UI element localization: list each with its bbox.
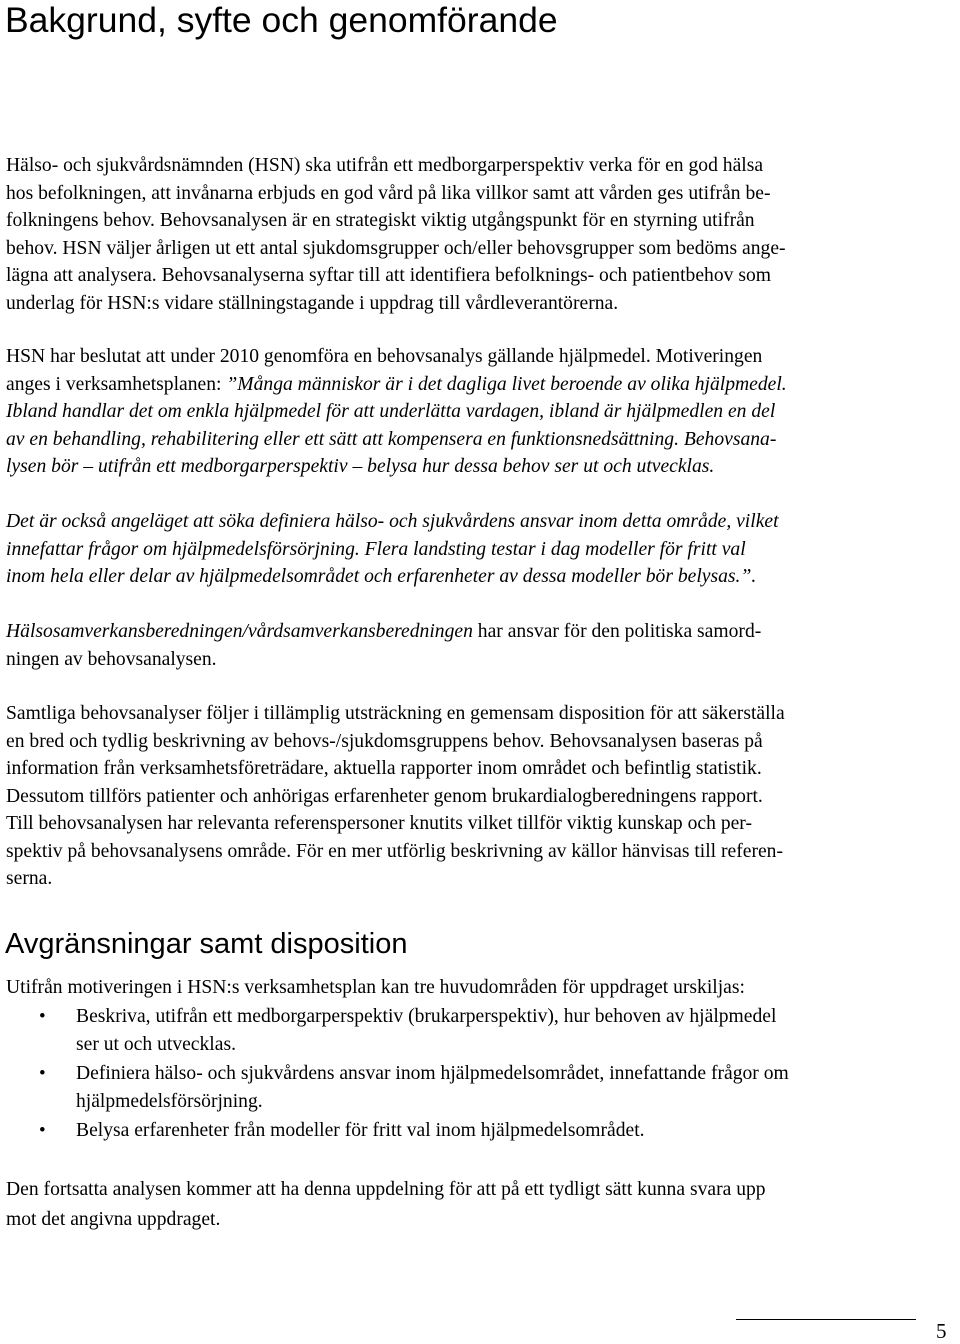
- section-title-limitations: Avgränsningar samt disposition: [5, 928, 408, 960]
- text-fragment: anges i verksamhetsplanen:: [6, 373, 227, 395]
- paragraph-decision-2010: [6, 343, 954, 481]
- list-item: [6, 1117, 954, 1145]
- paragraph-quote-continued: [6, 508, 954, 591]
- text-line: Dessutom tillförs patienter och anhörigas erfarenheter genom brukardialogberedningens rapport.: [6, 785, 763, 807]
- text-line: [6, 618, 954, 646]
- quote-line: inom hela eller delar av hjälpmedelsområdet och erfarenheter av dessa modeller bör belysas.”.: [6, 566, 757, 587]
- committee-name: Hälsosamverkansberedningen/vårdsamverkansberedningen: [6, 621, 473, 642]
- bullet-list: [6, 1003, 954, 1146]
- footer-divider: [736, 1319, 916, 1320]
- text-line: ningen av behovsanalysen.: [6, 648, 217, 670]
- text-line: Beskriva, utifrån ett medborgarperspektiv (brukarperspektiv), hur behoven av hjälpmedel: [76, 1006, 777, 1027]
- quote-line: innefattar frågor om hjälpmedelsförsörjning. Flera landsting testar i dag modeller för fritt val: [6, 538, 746, 560]
- text-line: underlag för HSN:s vidare ställningstagande i uppdrag till vårdleverantörerna.: [6, 292, 619, 314]
- text-fragment: har ansvar för den politiska samord-: [472, 621, 762, 642]
- text-line: Belysa erfarenheter från modeller för fritt val inom hjälpmedelsområdet.: [76, 1120, 645, 1141]
- list-item: [6, 1060, 954, 1116]
- text-line: Utifrån motiveringen i HSN:s verksamhetsplan kan tre huvudområden för uppdraget urskiljas:: [6, 977, 745, 998]
- text-line: hos befolkningen, att invånarna erbjuds en god vård på lika villkor samt att vården ges utifrån be-: [6, 182, 771, 204]
- text-line: lägna att analysera. Behovsanalyserna syftar till att identifiera befolknings- och patientbehov som: [6, 265, 771, 286]
- bullet-icon: •: [39, 1006, 46, 1027]
- paragraph-intro: [6, 973, 954, 1002]
- text-line: spektiv på behovsanalysens område. För en mer utförlig beskrivning av källor hänvisas till referen-: [6, 840, 784, 862]
- list-item: [6, 1003, 954, 1059]
- text-line: en bred och tydlig beskrivning av behovs-/sjukdomsgruppens behov. Behovsanalysen baseras på: [6, 730, 763, 752]
- quote-text: ”Många människor är i det dagliga livet beroende av olika hjälpmedel.: [226, 373, 787, 395]
- text-line: serna.: [6, 868, 53, 889]
- bullet-icon: •: [39, 1120, 46, 1141]
- text-line: ser ut och utvecklas.: [76, 1034, 236, 1055]
- text-line: Samtliga behovsanalyser följer i tillämplig utsträckning en gemensam disposition för att säkerställa: [6, 703, 785, 724]
- text-line: HSN har beslutat att under 2010 genomföra en behovsanalys gällande hjälpmedel. Motiveringen: [6, 346, 763, 367]
- quote-line: av en behandling, rehabilitering eller ett sätt att kompensera en funktionsnedsättning. Behovsana-: [6, 428, 777, 450]
- section-title-background: Bakgrund, syfte och genomförande: [5, 0, 558, 40]
- text-line: Definiera hälso- och sjukvårdens ansvar inom hjälpmedelsområdet, innefattande frågor om: [76, 1063, 789, 1084]
- paragraph-hsn-mission: [6, 152, 954, 317]
- bullet-icon: •: [39, 1063, 46, 1084]
- paragraph-political-coordination: [6, 618, 954, 673]
- text-line: hjälpmedelsförsörjning.: [76, 1091, 263, 1112]
- quote-line: Det är också angeläget att söka definiera hälso- och sjukvårdens ansvar inom detta område, vilket: [6, 511, 779, 532]
- text-line: Till behovsanalysen har relevanta referenspersoner knutits vilket tillför viktig kunskap och per-: [6, 813, 752, 834]
- paragraph-disposition: [6, 700, 954, 893]
- text-line: folkningens behov. Behovsanalysen är en strategiskt viktig utgångspunkt för en styrning utifrån: [6, 210, 755, 231]
- text-line: information från verksamhetsföreträdare, aktuella rapporter inom området och befintlig statistik.: [6, 758, 762, 779]
- quote-line: Ibland handlar det om enkla hjälpmedel för att underlätta vardagen, ibland är hjälpmedlen en del: [6, 401, 776, 422]
- quote-line: lysen bör – utifrån ett medborgarperspektiv – belysa hur dessa behov ser ut och utvecklas.: [6, 456, 715, 477]
- text-line: [6, 371, 954, 399]
- paragraph-closing: [6, 1175, 954, 1235]
- text-line: Den fortsatta analysen kommer att ha denna uppdelning för att på ett tydligt sätt kunna svara upp: [6, 1179, 766, 1200]
- text-line: Hälso- och sjukvårdsnämnden (HSN) ska utifrån ett medborgarperspektiv verka för en god hälsa: [6, 155, 764, 176]
- text-line: behov. HSN väljer årligen ut ett antal sjukdomsgrupper och/eller behovsgrupper som bedöms ange-: [6, 237, 786, 259]
- text-line: mot det angivna uppdraget.: [6, 1209, 221, 1230]
- page-number: 5: [936, 1319, 947, 1343]
